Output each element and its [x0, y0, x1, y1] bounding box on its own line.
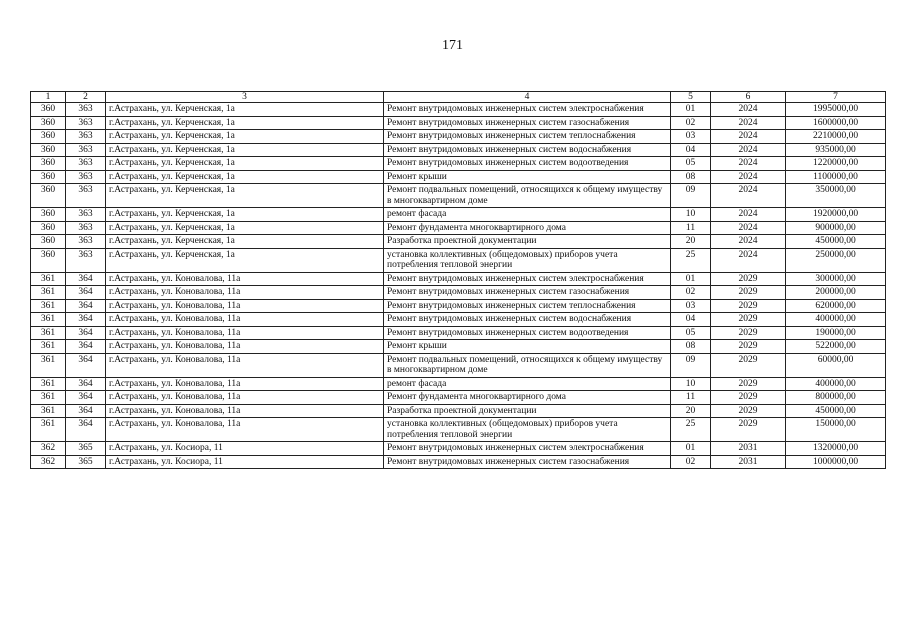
cost-cell: 1000000,00 [786, 455, 886, 469]
column-header: 5 [671, 92, 711, 103]
row-number-cell: 361 [31, 272, 66, 286]
work-code-cell: 20 [671, 235, 711, 249]
address-cell: г.Астрахань, ул. Коновалова, 11а [106, 340, 384, 354]
cost-cell: 1320000,00 [786, 442, 886, 456]
cost-cell: 450000,00 [786, 235, 886, 249]
table-row [31, 418, 886, 442]
house-number-cell: 363 [66, 143, 106, 157]
table-row [31, 143, 886, 157]
address-cell: г.Астрахань, ул. Керченская, 1а [106, 130, 384, 144]
row-number-cell: 361 [31, 286, 66, 300]
year-cell: 2024 [711, 130, 786, 144]
house-number-cell: 364 [66, 326, 106, 340]
work-code-cell: 01 [671, 272, 711, 286]
work-type-cell: Ремонт подвальных помещений, относящихся к общему имуществу в многоквартирном доме [384, 184, 671, 208]
column-header: 4 [384, 92, 671, 103]
table-row [31, 170, 886, 184]
house-number-cell: 365 [66, 442, 106, 456]
cost-cell: 900000,00 [786, 221, 886, 235]
work-type-cell: Ремонт внутридомовых инженерных систем электроснабжения [384, 103, 671, 117]
house-number-cell: 364 [66, 404, 106, 418]
column-header: 1 [31, 92, 66, 103]
work-code-cell: 04 [671, 143, 711, 157]
address-cell: г.Астрахань, ул. Керченская, 1а [106, 116, 384, 130]
year-cell: 2029 [711, 313, 786, 327]
address-cell: г.Астрахань, ул. Коновалова, 11а [106, 377, 384, 391]
work-code-cell: 03 [671, 130, 711, 144]
work-type-cell: ремонт фасада [384, 377, 671, 391]
row-number-cell: 360 [31, 208, 66, 222]
house-number-cell: 364 [66, 340, 106, 354]
house-number-cell: 363 [66, 208, 106, 222]
house-number-cell: 364 [66, 299, 106, 313]
row-number-cell: 360 [31, 103, 66, 117]
year-cell: 2029 [711, 326, 786, 340]
table-row [31, 208, 886, 222]
work-type-cell: установка коллективных (общедомовых) приборов учета потребления тепловой энергии [384, 418, 671, 442]
work-code-cell: 10 [671, 377, 711, 391]
address-cell: г.Астрахань, ул. Керченская, 1а [106, 221, 384, 235]
year-cell: 2029 [711, 272, 786, 286]
work-type-cell: Ремонт внутридомовых инженерных систем водоснабжения [384, 143, 671, 157]
row-number-cell: 362 [31, 455, 66, 469]
work-type-cell: Ремонт внутридомовых инженерных систем водоотведения [384, 157, 671, 171]
house-number-cell: 364 [66, 418, 106, 442]
work-code-cell: 08 [671, 170, 711, 184]
row-number-cell: 360 [31, 221, 66, 235]
address-cell: г.Астрахань, ул. Коновалова, 11а [106, 353, 384, 377]
work-type-cell: Ремонт внутридомовых инженерных систем газоснабжения [384, 116, 671, 130]
table-row [31, 116, 886, 130]
row-number-cell: 360 [31, 184, 66, 208]
row-number-cell: 361 [31, 377, 66, 391]
address-cell: г.Астрахань, ул. Керченская, 1а [106, 208, 384, 222]
work-code-cell: 02 [671, 116, 711, 130]
table-row [31, 272, 886, 286]
row-number-cell: 360 [31, 170, 66, 184]
house-number-cell: 363 [66, 130, 106, 144]
year-cell: 2029 [711, 353, 786, 377]
address-cell: г.Астрахань, ул. Керченская, 1а [106, 170, 384, 184]
work-type-cell: Ремонт внутридомовых инженерных систем электроснабжения [384, 272, 671, 286]
table-header-row [31, 92, 886, 103]
table-row [31, 184, 886, 208]
work-code-cell: 10 [671, 208, 711, 222]
house-number-cell: 363 [66, 103, 106, 117]
work-type-cell: Ремонт крыши [384, 170, 671, 184]
work-type-cell: ремонт фасада [384, 208, 671, 222]
work-type-cell: Ремонт внутридомовых инженерных систем теплоснабжения [384, 299, 671, 313]
work-code-cell: 02 [671, 286, 711, 300]
address-cell: г.Астрахань, ул. Коновалова, 11а [106, 404, 384, 418]
row-number-cell: 360 [31, 116, 66, 130]
table-row [31, 404, 886, 418]
cost-cell: 200000,00 [786, 286, 886, 300]
address-cell: г.Астрахань, ул. Коновалова, 11а [106, 326, 384, 340]
work-code-cell: 01 [671, 103, 711, 117]
table-row [31, 286, 886, 300]
work-code-cell: 01 [671, 442, 711, 456]
cost-cell: 400000,00 [786, 313, 886, 327]
table-row [31, 326, 886, 340]
table-row [31, 313, 886, 327]
cost-cell: 350000,00 [786, 184, 886, 208]
year-cell: 2029 [711, 404, 786, 418]
house-number-cell: 363 [66, 170, 106, 184]
cost-cell: 1920000,00 [786, 208, 886, 222]
house-number-cell: 364 [66, 377, 106, 391]
work-code-cell: 11 [671, 221, 711, 235]
house-number-cell: 364 [66, 272, 106, 286]
house-number-cell: 364 [66, 391, 106, 405]
year-cell: 2031 [711, 455, 786, 469]
year-cell: 2024 [711, 248, 786, 272]
work-code-cell: 08 [671, 340, 711, 354]
year-cell: 2024 [711, 184, 786, 208]
work-code-cell: 04 [671, 313, 711, 327]
table-row [31, 103, 886, 117]
house-number-cell: 364 [66, 313, 106, 327]
year-cell: 2029 [711, 391, 786, 405]
row-number-cell: 360 [31, 235, 66, 249]
cost-cell: 620000,00 [786, 299, 886, 313]
work-code-cell: 20 [671, 404, 711, 418]
row-number-cell: 361 [31, 391, 66, 405]
year-cell: 2024 [711, 208, 786, 222]
cost-cell: 522000,00 [786, 340, 886, 354]
address-cell: г.Астрахань, ул. Керченская, 1а [106, 248, 384, 272]
table-row [31, 353, 886, 377]
work-type-cell: установка коллективных (общедомовых) приборов учета потребления тепловой энергии [384, 248, 671, 272]
work-type-cell: Ремонт внутридомовых инженерных систем водоотведения [384, 326, 671, 340]
address-cell: г.Астрахань, ул. Керченская, 1а [106, 235, 384, 249]
work-type-cell: Ремонт внутридомовых инженерных систем теплоснабжения [384, 130, 671, 144]
table-row [31, 130, 886, 144]
row-number-cell: 361 [31, 404, 66, 418]
cost-cell: 1100000,00 [786, 170, 886, 184]
column-header: 2 [66, 92, 106, 103]
row-number-cell: 362 [31, 442, 66, 456]
work-type-cell: Ремонт внутридомовых инженерных систем электроснабжения [384, 442, 671, 456]
work-type-cell: Ремонт внутридомовых инженерных систем газоснабжения [384, 455, 671, 469]
work-code-cell: 02 [671, 455, 711, 469]
year-cell: 2029 [711, 299, 786, 313]
cost-cell: 935000,00 [786, 143, 886, 157]
row-number-cell: 361 [31, 326, 66, 340]
cost-cell: 300000,00 [786, 272, 886, 286]
cost-cell: 450000,00 [786, 404, 886, 418]
cost-cell: 190000,00 [786, 326, 886, 340]
work-type-cell: Разработка проектной документации [384, 404, 671, 418]
year-cell: 2029 [711, 286, 786, 300]
work-type-cell: Ремонт фундамента многоквартирного дома [384, 221, 671, 235]
year-cell: 2029 [711, 377, 786, 391]
house-number-cell: 363 [66, 157, 106, 171]
year-cell: 2029 [711, 418, 786, 442]
work-type-cell: Ремонт крыши [384, 340, 671, 354]
house-number-cell: 363 [66, 116, 106, 130]
cost-cell: 1600000,00 [786, 116, 886, 130]
address-cell: г.Астрахань, ул. Коновалова, 11а [106, 418, 384, 442]
house-number-cell: 364 [66, 353, 106, 377]
work-code-cell: 09 [671, 184, 711, 208]
table-row [31, 340, 886, 354]
cost-cell: 800000,00 [786, 391, 886, 405]
house-number-cell: 364 [66, 286, 106, 300]
page-number: 171 [442, 38, 463, 53]
table-row [31, 299, 886, 313]
address-cell: г.Астрахань, ул. Керченская, 1а [106, 157, 384, 171]
cost-cell: 150000,00 [786, 418, 886, 442]
work-type-cell: Ремонт подвальных помещений, относящихся к общему имуществу в многоквартирном доме [384, 353, 671, 377]
cost-cell: 250000,00 [786, 248, 886, 272]
work-type-cell: Ремонт фундамента многоквартирного дома [384, 391, 671, 405]
row-number-cell: 361 [31, 340, 66, 354]
address-cell: г.Астрахань, ул. Косиора, 11 [106, 442, 384, 456]
table-row [31, 377, 886, 391]
work-type-cell: Разработка проектной документации [384, 235, 671, 249]
work-code-cell: 03 [671, 299, 711, 313]
work-code-cell: 25 [671, 418, 711, 442]
work-code-cell: 11 [671, 391, 711, 405]
column-header: 7 [786, 92, 886, 103]
column-header: 6 [711, 92, 786, 103]
work-type-cell: Ремонт внутридомовых инженерных систем газоснабжения [384, 286, 671, 300]
house-number-cell: 363 [66, 184, 106, 208]
address-cell: г.Астрахань, ул. Коновалова, 11а [106, 272, 384, 286]
cost-cell: 2210000,00 [786, 130, 886, 144]
cost-cell: 60000,00 [786, 353, 886, 377]
house-number-cell: 365 [66, 455, 106, 469]
cost-cell: 1220000,00 [786, 157, 886, 171]
house-number-cell: 363 [66, 248, 106, 272]
row-number-cell: 360 [31, 248, 66, 272]
work-code-cell: 05 [671, 157, 711, 171]
work-code-cell: 05 [671, 326, 711, 340]
address-cell: г.Астрахань, ул. Коновалова, 11а [106, 299, 384, 313]
address-cell: г.Астрахань, ул. Коновалова, 11а [106, 286, 384, 300]
year-cell: 2029 [711, 340, 786, 354]
year-cell: 2024 [711, 170, 786, 184]
address-cell: г.Астрахань, ул. Керченская, 1а [106, 103, 384, 117]
address-cell: г.Астрахань, ул. Керченская, 1а [106, 143, 384, 157]
table-row [31, 221, 886, 235]
row-number-cell: 361 [31, 299, 66, 313]
row-number-cell: 360 [31, 130, 66, 144]
year-cell: 2024 [711, 235, 786, 249]
year-cell: 2024 [711, 221, 786, 235]
address-cell: г.Астрахань, ул. Керченская, 1а [106, 184, 384, 208]
table-row [31, 157, 886, 171]
work-type-cell: Ремонт внутридомовых инженерных систем водоснабжения [384, 313, 671, 327]
house-number-cell: 363 [66, 221, 106, 235]
row-number-cell: 361 [31, 418, 66, 442]
address-cell: г.Астрахань, ул. Косиора, 11 [106, 455, 384, 469]
row-number-cell: 360 [31, 143, 66, 157]
address-cell: г.Астрахань, ул. Коновалова, 11а [106, 391, 384, 405]
table-row [31, 391, 886, 405]
cost-cell: 1995000,00 [786, 103, 886, 117]
column-header: 3 [106, 92, 384, 103]
row-number-cell: 361 [31, 353, 66, 377]
table-row [31, 455, 886, 469]
house-number-cell: 363 [66, 235, 106, 249]
row-number-cell: 360 [31, 157, 66, 171]
table-row [31, 442, 886, 456]
row-number-cell: 361 [31, 313, 66, 327]
table-row [31, 235, 886, 249]
work-code-cell: 09 [671, 353, 711, 377]
year-cell: 2024 [711, 143, 786, 157]
year-cell: 2031 [711, 442, 786, 456]
work-code-cell: 25 [671, 248, 711, 272]
year-cell: 2024 [711, 103, 786, 117]
capital-repair-table [30, 91, 886, 469]
cost-cell: 400000,00 [786, 377, 886, 391]
address-cell: г.Астрахань, ул. Коновалова, 11а [106, 313, 384, 327]
year-cell: 2024 [711, 157, 786, 171]
year-cell: 2024 [711, 116, 786, 130]
table-row [31, 248, 886, 272]
